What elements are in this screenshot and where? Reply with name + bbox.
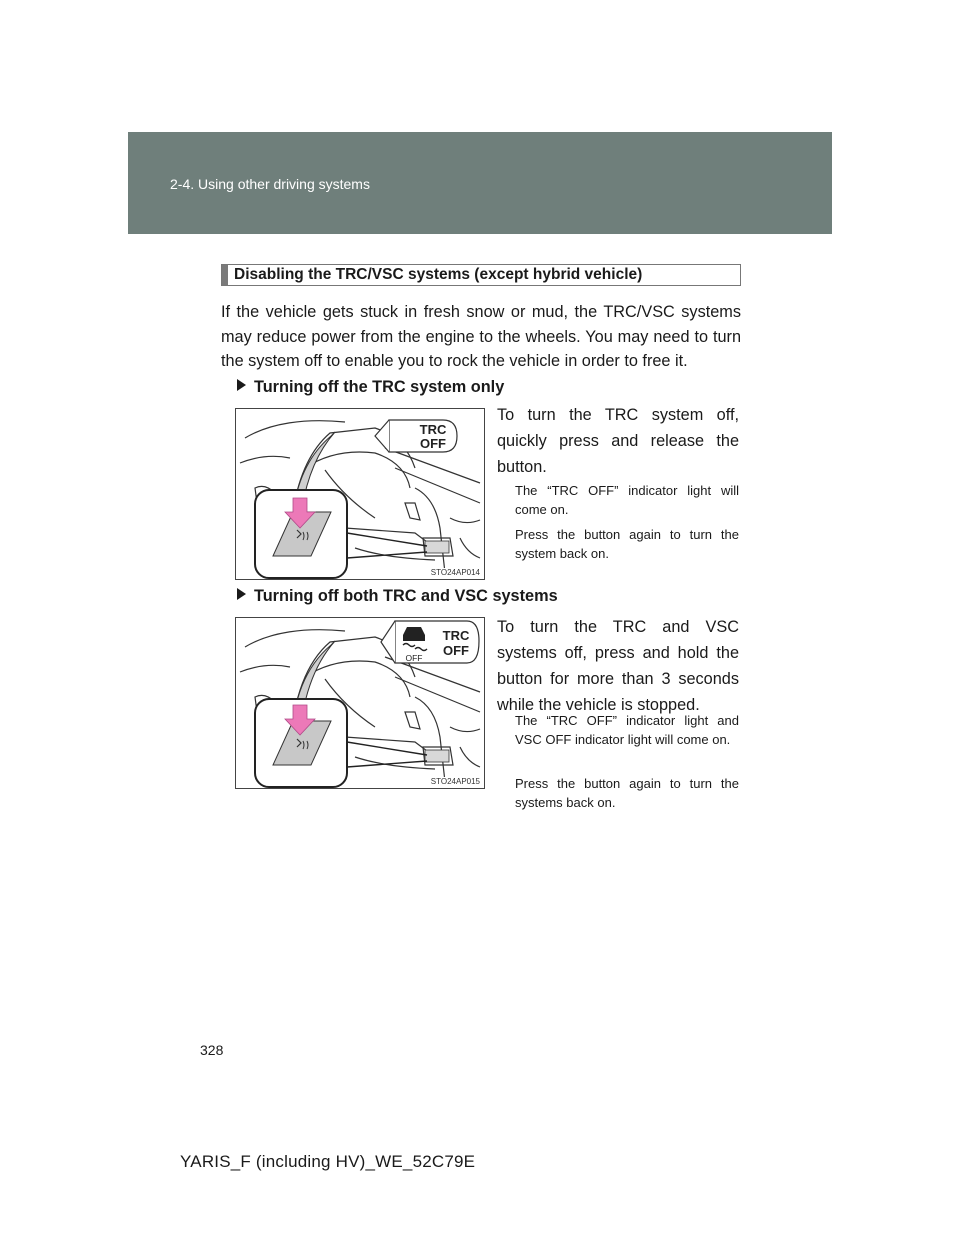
note-trc-only-1: The “TRC OFF” indicator light will come on. — [515, 483, 739, 517]
trc-indicator-line1: TRC — [419, 422, 447, 437]
triangle-bullet-icon — [237, 379, 246, 391]
subheading-trc-vsc — [237, 587, 558, 606]
figure-code: STO24AP015 — [430, 777, 480, 786]
triangle-bullet-icon — [237, 588, 246, 600]
figure-trc-vsc — [235, 617, 485, 789]
figure-code: STO24AP014 — [430, 568, 480, 577]
subheading-text: Turning off both TRC and VSC systems — [254, 587, 558, 605]
intro-paragraph: If the vehicle gets stuck in fresh snow or mud, the TRC/VSC systems may reduce power from the engine to the wheels. You may need to turn the system off to enable you to rock the vehicle in order to free it. — [221, 303, 741, 370]
trc-indicator-line2: OFF — [420, 436, 446, 451]
note-trc-vsc-2: Press the button again to turn the systems back on. — [515, 776, 739, 810]
trc-indicator-line2: OFF — [443, 643, 469, 658]
subheading-trc-only — [237, 378, 504, 397]
note-trc-vsc-1: The “TRC OFF” indicator light and VSC OFF indicator light will come on. — [515, 713, 739, 747]
chapter-header — [128, 132, 832, 234]
dashboard-illustration — [235, 617, 485, 789]
chapter-title: 2-4. Using other driving systems — [170, 176, 370, 192]
figure-trc-only — [235, 408, 485, 580]
document-footer: YARIS_F (including HV)_WE_52C79E — [180, 1152, 476, 1171]
instruction-trc-vsc: To turn the TRC and VSC systems off, press and hold the button for more than 3 seconds while the vehicle is stopped. — [497, 618, 739, 714]
section-title: Disabling the TRC/VSC systems (except hybrid vehicle) — [221, 264, 741, 286]
note-trc-only-2: Press the button again to turn the system back on. — [515, 527, 739, 561]
dashboard-illustration — [235, 408, 485, 580]
trc-indicator-line1: TRC — [442, 628, 470, 643]
page-number: 328 — [200, 1042, 224, 1058]
vsc-off-label: OFF — [405, 653, 423, 663]
subheading-text: Turning off the TRC system only — [254, 378, 505, 396]
instruction-trc-only: To turn the TRC system off, quickly press and release the button. — [497, 406, 739, 476]
